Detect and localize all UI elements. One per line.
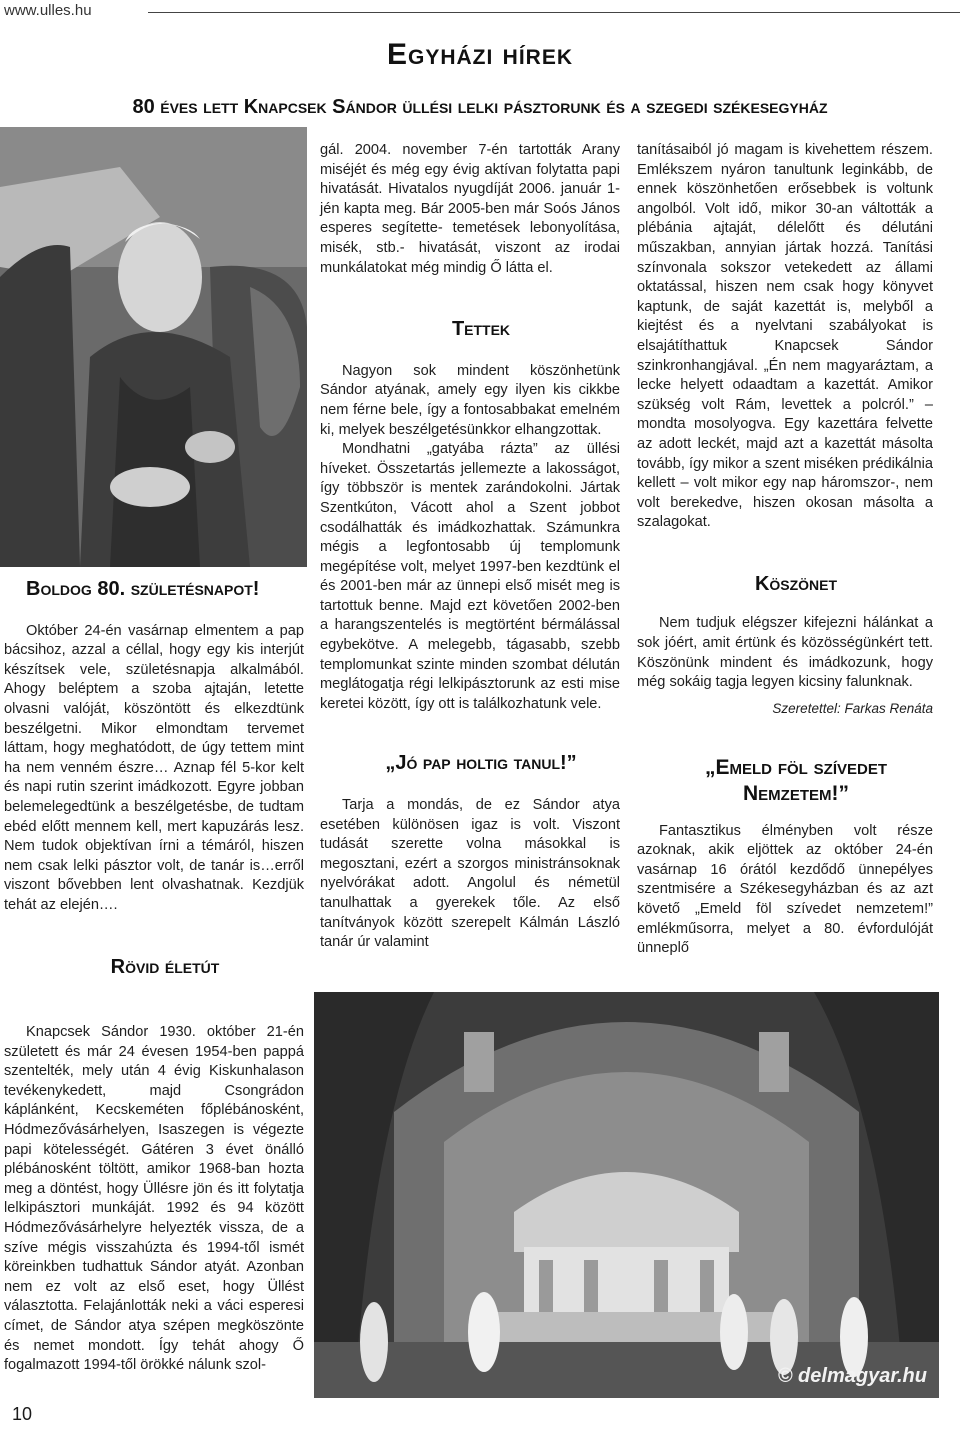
- heading-good-priest: „Jó pap holtig tanul!”: [385, 752, 577, 775]
- portrait-illustration: [0, 127, 307, 567]
- article-subtitle: 80 éves lett Knapcsek Sándor üllési lelki pásztorunk és a szegedi székesegyház: [132, 96, 828, 118]
- birthday-paragraph: Október 24-én vasárnap elmentem a pap bácsihoz, azzal a céllal, hogy egy kis interjút készítsek vele, születésnapja alkalmából. Ahogy beléptem a szoba ajtaján, letette olvasni valóját, köszöntött és elkezdtünk beszélgetni. Mikor elmondtam tervemet láttam, hogy meghatódott, de úgy tettem mint ha nem venném észre… Aznap fél 5-kor kelt és napi rutin szerint imádkozott. Egyre jobban belemelegedtünk a beszélgetésbe, de tudtam ebéd előtt mennem kell, mert kapuzárás lesz. Nem tudok objektívan írni a témáról, hiszen nem csak lelki pásztor volt, de tanár is…erről viszont bővebben lent olvashatnak. Kezdjük tehát az elején….: [4, 622, 304, 913]
- cathedral-photo: [314, 992, 939, 1398]
- heading-short-life: Rövid életút: [110, 955, 220, 978]
- portrait-photo: [0, 127, 307, 567]
- page-title: Egyházi hírek: [386, 38, 574, 71]
- column-1-lower: [4, 1023, 304, 1376]
- heading-birthday: Boldog 80. születésnapot!: [26, 578, 260, 600]
- heading-thanks: Köszönet: [754, 572, 838, 595]
- signature: Szeretettel: Farkas Renáta: [772, 700, 933, 716]
- deeds-paragraph-1: Nagyon sok mindent köszönhetünk Sándor atyának, amely egy ilyen kis cikkbe nem férne bele, így a fontosabbakat emelném ki, melyek beszélgetésünkkor elhangzottak.: [320, 362, 620, 438]
- column-2-continuation: gál. 2004. november 7-én tartották Arany miséjét és még egy évig aktívan folytatta papi hivatását. Hivatalos nyugdíját 2006. január 1-jén kapta meg. Bár 2005-ben már Soós János esperes segítette- temetések lebonyolítása, misék, stb.- hivatását, viszont az irodai munkálatokat még mindig Ő látta el.: [320, 142, 620, 276]
- cathedral-illustration: [314, 992, 939, 1398]
- site-url[interactable]: www.ulles.hu: [4, 2, 92, 19]
- heading-lift-line-1: „Emeld föl szívedet: [704, 756, 887, 780]
- photo-credit: © delmagyar.hu: [777, 1365, 927, 1387]
- page-number: 10: [12, 1404, 33, 1424]
- header-rule: [148, 12, 960, 13]
- heading-lift-line-2: Nemzetem!”: [743, 782, 849, 806]
- good-priest-paragraph: Tarja a mondás, de ez Sándor atya esetében különösen igaz is volt. Viszont tudását szerette volna másokkal is megosztani, ezért a szorgos ministránsoknak nyelvórákat adott. Angolul és németül tanulhattak a gyerekek tőle. Az első tanítványok között szerepelt Kálmán László tanár úr valamint: [320, 797, 620, 951]
- life-paragraph: Knapcsek Sándor 1930. október 21-én született és már 24 évesen 1954-ben pappá szentelték, mely után 4 évig Kiskunhalason tevékenykedett, majd Csongrádon káplánként, Kecskeméten főplébánosként, Hódmezővásárhelyen, Isaszegen is végezte papi kötelességét. Gátéren 3 évet önálló plébánosként töltött, amikor 1968-ban hozta meg a döntést, hogy Üllésre jön és itt folytatja lelkipásztori munkáját. 1992 és 94 között Hódmezővásárhelyre helyezték vissza, de a szíve mégis visszahúzta és 1994-től ismét köreinkben tudhattuk Sándor atyát. Azonban nem ez volt az első eset, hogy Üllést választotta. Felajánlották neki a váci esperesi címet, de Sándor atya szépen megköszönte és nemet mondott. Így tehát ahogy Ő fogalmazott 1994-től örökké nálunk szol-: [4, 1024, 304, 1374]
- column-2: [320, 141, 620, 953]
- heading-deeds: Tettek: [451, 318, 511, 341]
- lift-paragraph: Fantasztikus élményben volt része azoknak, akik eljöttek az október 24-én vasárnap 16 órától kezdődő ünnepélyes szentmisére a Székesegyházban és az azt követő „Emeld föl szívedet nemzetem!” emlékműsorra, melyet a 80. évfordulóját ünneplő: [637, 822, 933, 957]
- thanks-paragraph: Nem tudjuk elégszer kifejezni hálánkat a sok jóért, amit értünk és közösségünkért tett. Köszönünk mindent és imádkozunk, hogy még sokáig tagja legyen kicsiny falunknak.: [637, 615, 933, 691]
- deeds-paragraph-2: Mondhatni „gatyába rázta” az üllési híveket. Összetartás jellemezte a lakosságot, így többször is mentek zarándokolni. Jártak Szentkúton, Vácott ahol a Szent jobbot csodálhatták és imádkozhattak. Számunkra mégis a legfontosabb új templomunk megépítése volt, melyet 1997-ben kezdtünk el és 2001-ben már az ünnepi első misét meg is tartottuk benne. Majd ezt követően 2002-ben a harangszentelés is megtörtént bérmálással egybekötve. A melegebb, tágasabb, szebb templomunkat szinte minden szombat délután meglátogatja régi lelkipásztorunk az esti mise keretei között, így ott is találkozhatunk vele.: [320, 441, 620, 712]
- column-1: [4, 580, 304, 999]
- column-3: [637, 141, 933, 959]
- column-3-continuation: tanításaiból jó magam is kivehettem részem. Emlékszem nyáron tanultunk leginkább, de ennek köszönhetően erősebbek is voltunk angolból. Volt idő, mikor 30-an váltották a plébánia ajtaját, délelőtt és délutáni műszakban, annyian jártak hozzá. Tanítási színvonala sokszor vetekedett az állami oktatással, hiszen nem csak hogy könyvet kaptunk, de saját kazettát is, melyből a kiejtést és a nyelvtani szabályokat is elsajátíthattuk Knapcsek Sándor szinkronhangjával. „Én nem magyaráztam, a lecke helyett odaadtam a kazettát. Amikor szükség volt Rám, levettek a polcról.” – mondta mosolyogva. Egy kazettára felvette az adott leckét, majd azt a kazettát másolta tovább, így mikor a szent miséken prédikálnia kellett – volt mikor egy nap háromszor-, nem volt berekedve, hiszen okosan másolta a szalagokat.: [637, 142, 933, 531]
